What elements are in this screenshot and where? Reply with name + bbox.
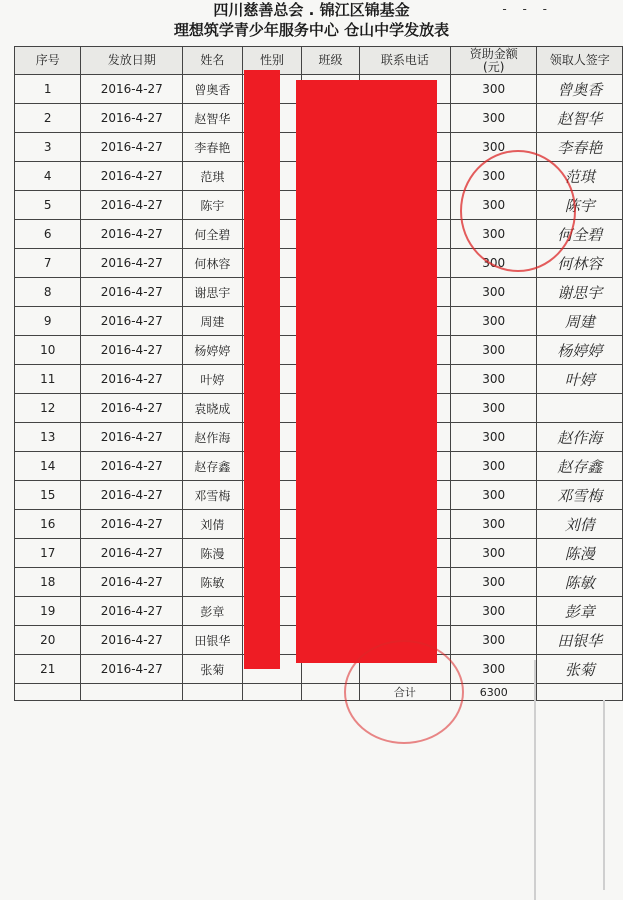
row-amount: 300 bbox=[451, 220, 537, 249]
col-header-date: 发放日期 bbox=[81, 47, 183, 75]
row-signature: 邓雪梅 bbox=[537, 481, 623, 510]
row-number: 18 bbox=[15, 568, 81, 597]
row-signature: 赵存鑫 bbox=[537, 452, 623, 481]
total-row bbox=[15, 684, 623, 701]
row-date: 2016-4-27 bbox=[81, 365, 183, 394]
row-date: 2016-4-27 bbox=[81, 539, 183, 568]
col-header-class: 班级 bbox=[302, 47, 360, 75]
row-signature: 范琪 bbox=[537, 162, 623, 191]
row-name: 刘倩 bbox=[183, 510, 243, 539]
row-number: 11 bbox=[15, 365, 81, 394]
col-header-phone: 联系电话 bbox=[359, 47, 450, 75]
row-name: 陈敏 bbox=[183, 568, 243, 597]
row-amount: 300 bbox=[451, 568, 537, 597]
row-name: 袁晓成 bbox=[183, 394, 243, 423]
col-header-gender: 性别 bbox=[242, 47, 301, 75]
row-number: 5 bbox=[15, 191, 81, 220]
row-name: 何全碧 bbox=[183, 220, 243, 249]
row-date: 2016-4-27 bbox=[81, 655, 183, 684]
row-amount: 300 bbox=[451, 510, 537, 539]
col-header-no: 序号 bbox=[15, 47, 81, 75]
row-name: 赵作海 bbox=[183, 423, 243, 452]
row-date: 2016-4-27 bbox=[81, 597, 183, 626]
row-number: 12 bbox=[15, 394, 81, 423]
row-name: 邓雪梅 bbox=[183, 481, 243, 510]
row-amount: 300 bbox=[451, 597, 537, 626]
row-date: 2016-4-27 bbox=[81, 510, 183, 539]
row-date: 2016-4-27 bbox=[81, 481, 183, 510]
row-number: 9 bbox=[15, 307, 81, 336]
row-signature: 赵作海 bbox=[537, 423, 623, 452]
total-amount: 6300 bbox=[451, 684, 537, 701]
row-signature bbox=[537, 394, 623, 423]
row-name: 赵智华 bbox=[183, 104, 243, 133]
row-name: 叶婷 bbox=[183, 365, 243, 394]
row-signature: 陈漫 bbox=[537, 539, 623, 568]
total-label: 合计 bbox=[359, 684, 450, 701]
row-amount: 300 bbox=[451, 423, 537, 452]
total-empty-cell bbox=[81, 684, 183, 701]
row-number: 15 bbox=[15, 481, 81, 510]
row-date: 2016-4-27 bbox=[81, 336, 183, 365]
row-amount: 300 bbox=[451, 394, 537, 423]
row-date: 2016-4-27 bbox=[81, 162, 183, 191]
scan-marks: - - - bbox=[502, 2, 553, 16]
row-signature: 陈敏 bbox=[537, 568, 623, 597]
row-amount: 300 bbox=[451, 75, 537, 104]
row-signature: 赵智华 bbox=[537, 104, 623, 133]
row-name: 赵存鑫 bbox=[183, 452, 243, 481]
row-date: 2016-4-27 bbox=[81, 278, 183, 307]
row-name: 彭章 bbox=[183, 597, 243, 626]
row-date: 2016-4-27 bbox=[81, 75, 183, 104]
row-date: 2016-4-27 bbox=[81, 249, 183, 278]
row-number: 4 bbox=[15, 162, 81, 191]
redaction-gender bbox=[244, 70, 280, 669]
row-amount: 300 bbox=[451, 452, 537, 481]
row-amount: 300 bbox=[451, 249, 537, 278]
total-empty-cell bbox=[242, 684, 301, 701]
row-amount: 300 bbox=[451, 162, 537, 191]
row-number: 7 bbox=[15, 249, 81, 278]
row-name: 陈漫 bbox=[183, 539, 243, 568]
row-date: 2016-4-27 bbox=[81, 104, 183, 133]
row-number: 10 bbox=[15, 336, 81, 365]
row-number: 20 bbox=[15, 626, 81, 655]
row-name: 谢思宇 bbox=[183, 278, 243, 307]
row-amount: 300 bbox=[451, 336, 537, 365]
row-number: 16 bbox=[15, 510, 81, 539]
row-amount: 300 bbox=[451, 626, 537, 655]
row-name: 曾奥香 bbox=[183, 75, 243, 104]
row-signature: 曾奥香 bbox=[537, 75, 623, 104]
row-name: 陈宇 bbox=[183, 191, 243, 220]
red-seal-stamp bbox=[460, 150, 576, 272]
row-date: 2016-4-27 bbox=[81, 307, 183, 336]
row-name: 范琪 bbox=[183, 162, 243, 191]
row-signature: 张菊 bbox=[537, 655, 623, 684]
row-date: 2016-4-27 bbox=[81, 220, 183, 249]
row-signature: 谢思宇 bbox=[537, 278, 623, 307]
row-name: 张菊 bbox=[183, 655, 243, 684]
row-name: 杨婷婷 bbox=[183, 336, 243, 365]
row-amount: 300 bbox=[451, 307, 537, 336]
row-number: 1 bbox=[15, 75, 81, 104]
row-signature: 何全碧 bbox=[537, 220, 623, 249]
row-name: 周建 bbox=[183, 307, 243, 336]
row-number: 6 bbox=[15, 220, 81, 249]
row-signature: 杨婷婷 bbox=[537, 336, 623, 365]
row-amount: 300 bbox=[451, 655, 537, 684]
row-signature: 陈宇 bbox=[537, 191, 623, 220]
row-amount: 300 bbox=[451, 539, 537, 568]
row-number: 3 bbox=[15, 133, 81, 162]
title-line-1: 四川慈善总会 . 锦江区锦基金 bbox=[213, 1, 410, 19]
row-number: 2 bbox=[15, 104, 81, 133]
row-name: 李春艳 bbox=[183, 133, 243, 162]
row-name: 田银华 bbox=[183, 626, 243, 655]
row-date: 2016-4-27 bbox=[81, 133, 183, 162]
row-signature: 刘倩 bbox=[537, 510, 623, 539]
row-signature: 叶婷 bbox=[537, 365, 623, 394]
row-amount: 300 bbox=[451, 191, 537, 220]
row-number: 19 bbox=[15, 597, 81, 626]
row-number: 14 bbox=[15, 452, 81, 481]
row-date: 2016-4-27 bbox=[81, 626, 183, 655]
row-name: 何林容 bbox=[183, 249, 243, 278]
row-signature: 周建 bbox=[537, 307, 623, 336]
row-date: 2016-4-27 bbox=[81, 191, 183, 220]
row-signature: 彭章 bbox=[537, 597, 623, 626]
fold-line-right bbox=[603, 700, 605, 890]
row-date: 2016-4-27 bbox=[81, 394, 183, 423]
redaction-class-phone bbox=[296, 80, 437, 663]
row-number: 8 bbox=[15, 278, 81, 307]
total-empty-cell bbox=[15, 684, 81, 701]
row-number: 21 bbox=[15, 655, 81, 684]
row-signature: 何林容 bbox=[537, 249, 623, 278]
col-header-name: 姓名 bbox=[183, 47, 243, 75]
col-header-amount: 资助金额 (元) bbox=[451, 47, 537, 75]
row-date: 2016-4-27 bbox=[81, 452, 183, 481]
row-number: 17 bbox=[15, 539, 81, 568]
row-amount: 300 bbox=[451, 104, 537, 133]
row-amount: 300 bbox=[451, 365, 537, 394]
header-row bbox=[15, 47, 623, 75]
col-header-signature: 领取人签字 bbox=[537, 47, 623, 75]
row-date: 2016-4-27 bbox=[81, 423, 183, 452]
red-seal-stamp-bottom bbox=[344, 640, 464, 744]
title-line-2: 理想筑学青少年服务中心 仓山中学发放表 bbox=[173, 21, 450, 39]
row-signature: 田银华 bbox=[537, 626, 623, 655]
total-empty-cell bbox=[183, 684, 243, 701]
row-date: 2016-4-27 bbox=[81, 568, 183, 597]
row-number: 13 bbox=[15, 423, 81, 452]
row-signature: 李春艳 bbox=[537, 133, 623, 162]
fold-line bbox=[534, 660, 536, 900]
row-amount: 300 bbox=[451, 133, 537, 162]
total-empty-cell bbox=[537, 684, 623, 701]
row-amount: 300 bbox=[451, 278, 537, 307]
row-amount: 300 bbox=[451, 481, 537, 510]
